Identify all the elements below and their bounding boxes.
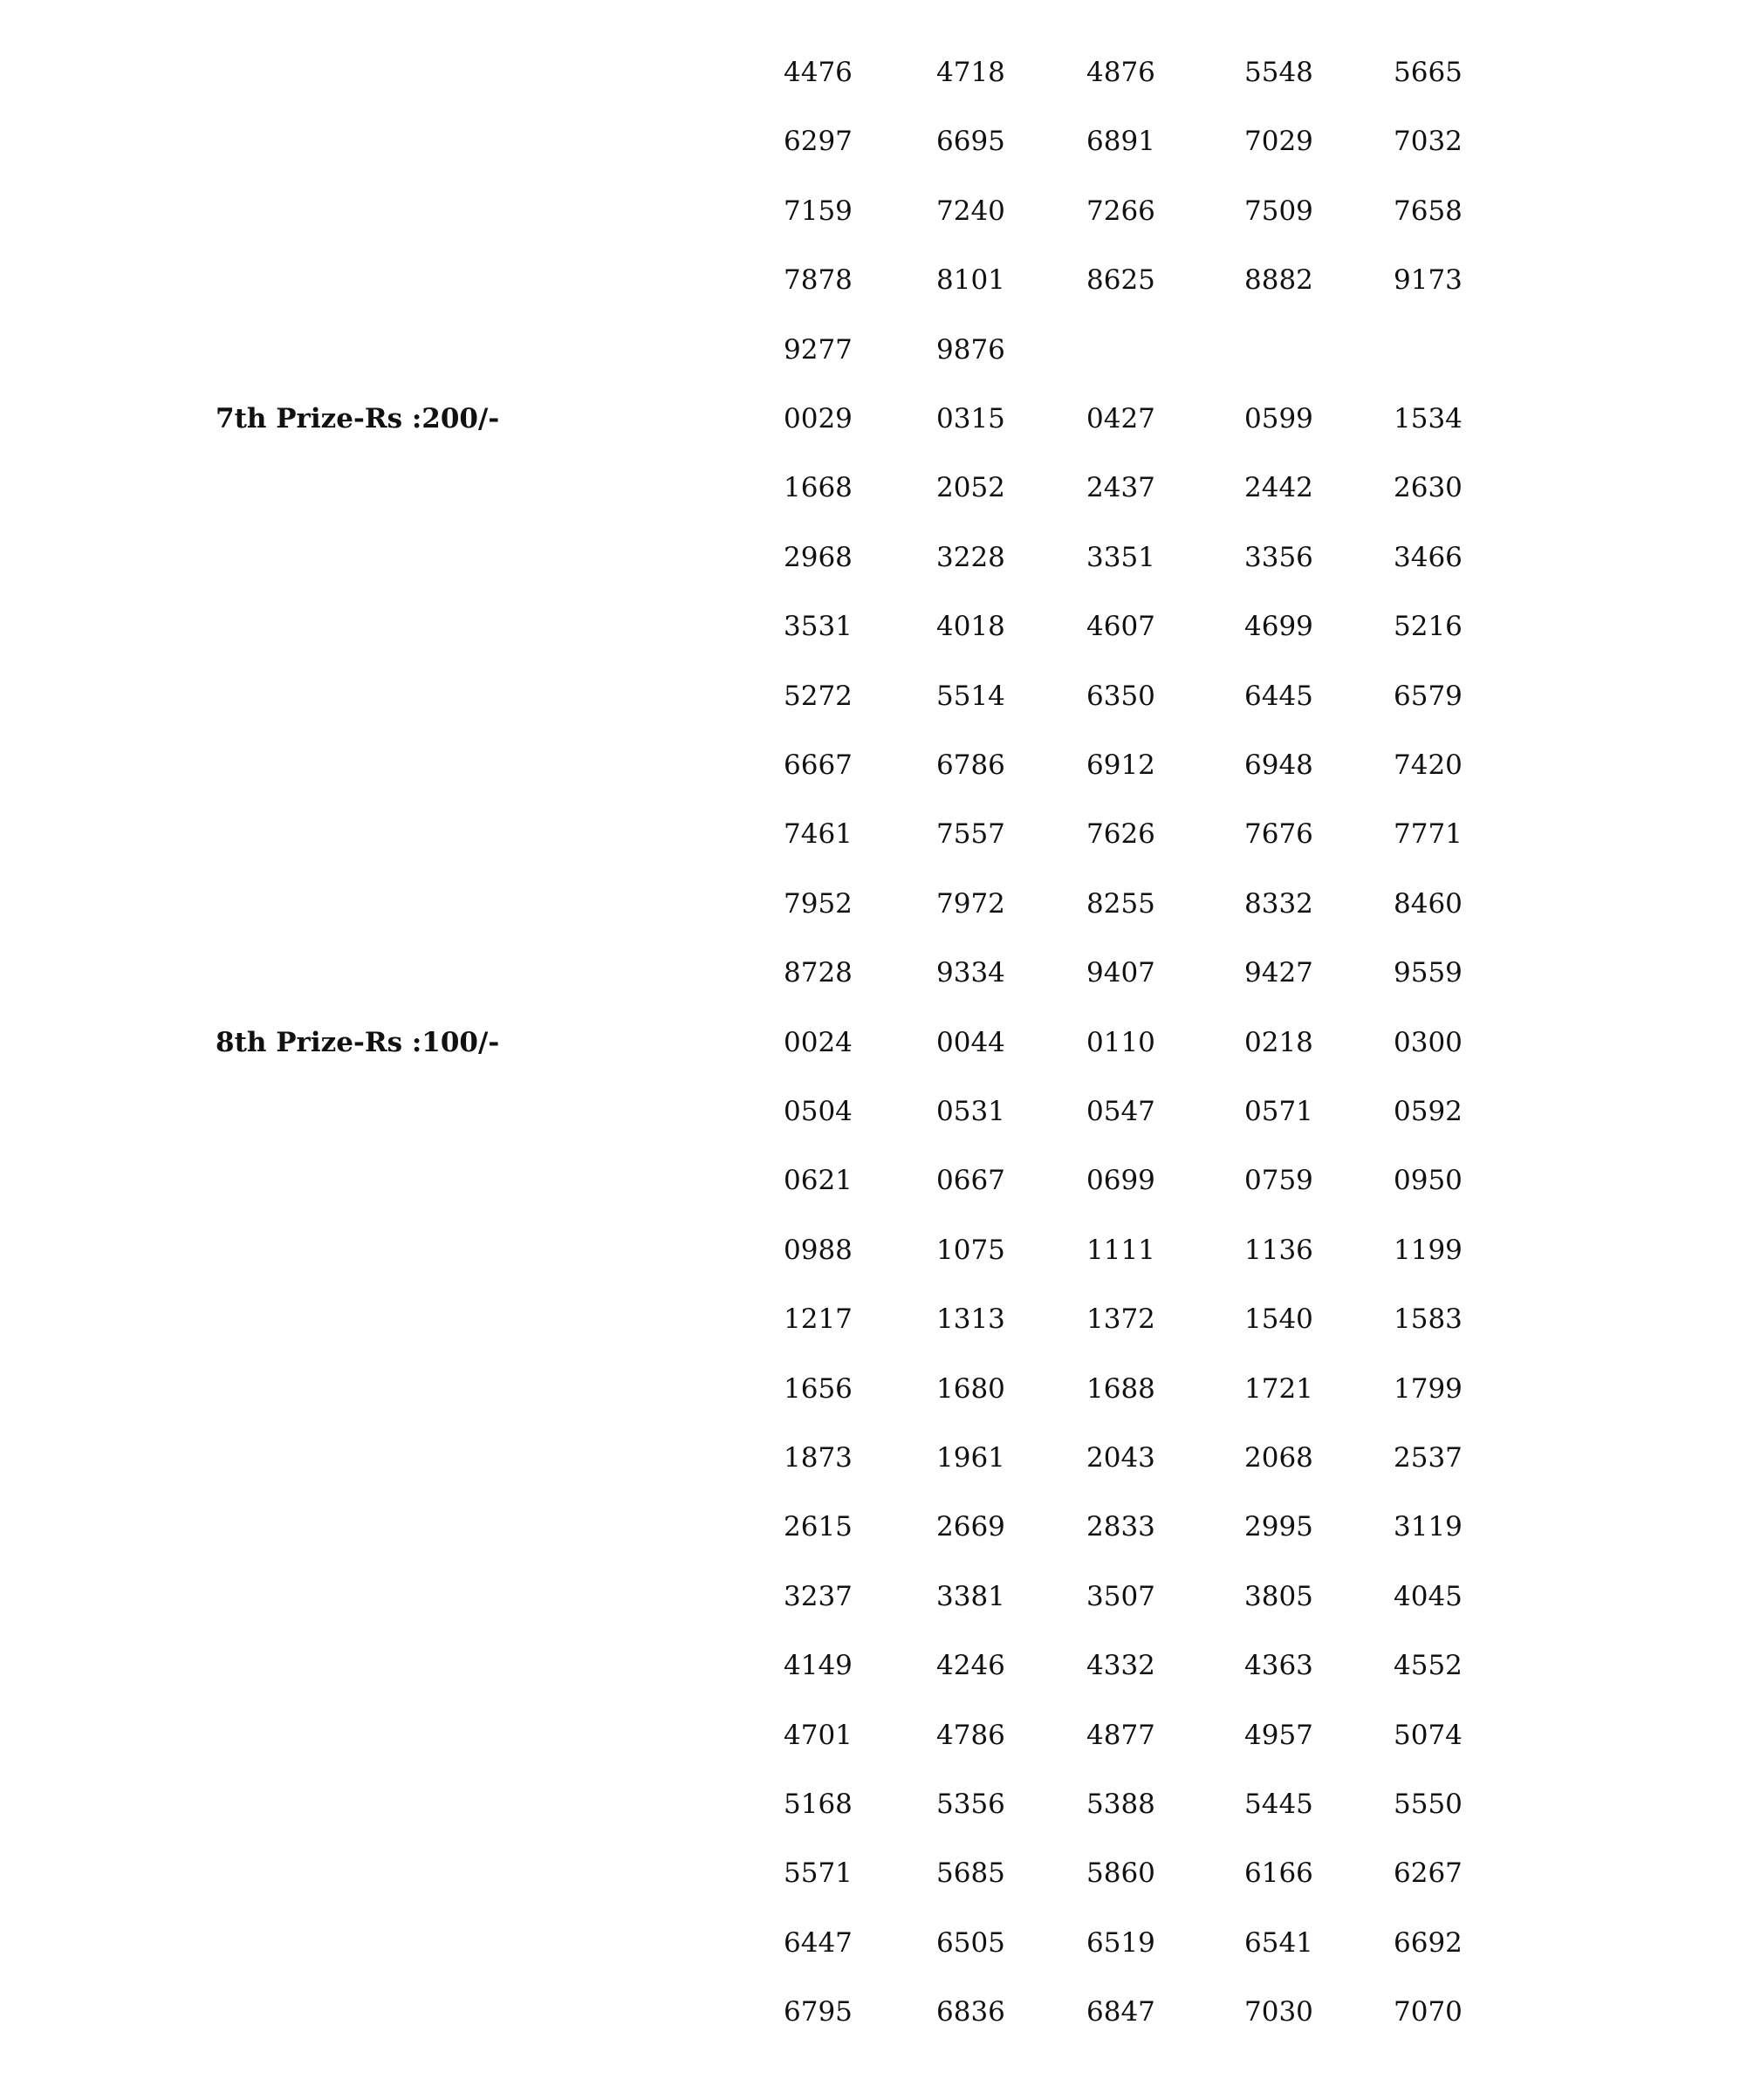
- winning-number: 4957: [1244, 1720, 1313, 1751]
- number-row: [0, 470, 1740, 505]
- winning-number: 4718: [936, 57, 1005, 88]
- winning-number: 7676: [1244, 818, 1313, 850]
- winning-number: 6795: [784, 1996, 853, 2028]
- winning-number: 4877: [1086, 1720, 1155, 1751]
- winning-number: 4332: [1086, 1650, 1155, 1681]
- winning-number: 1217: [784, 1303, 853, 1335]
- winning-number: 3119: [1394, 1511, 1463, 1543]
- winning-number: 0759: [1244, 1165, 1313, 1196]
- number-row: [0, 194, 1740, 229]
- winning-number: 6836: [936, 1996, 1005, 2028]
- winning-number: 9173: [1394, 264, 1463, 296]
- winning-number: 0988: [784, 1235, 853, 1266]
- winning-number: 7266: [1086, 195, 1155, 227]
- winning-number: 1111: [1086, 1235, 1155, 1266]
- number-row: [0, 55, 1740, 90]
- winning-number: 4018: [936, 611, 1005, 642]
- winning-number: 4552: [1394, 1650, 1463, 1681]
- winning-number: 8101: [936, 264, 1005, 296]
- winning-number: 5445: [1244, 1789, 1313, 1820]
- winning-number: 4149: [784, 1650, 853, 1681]
- winning-number: 0592: [1394, 1096, 1463, 1127]
- winning-number: 0218: [1244, 1027, 1313, 1058]
- winning-number: 0699: [1086, 1165, 1155, 1196]
- number-row: [0, 1994, 1740, 2029]
- winning-number: 7240: [936, 195, 1005, 227]
- winning-number: 5388: [1086, 1789, 1155, 1820]
- number-row: [0, 679, 1740, 714]
- winning-number: 9277: [784, 334, 853, 366]
- winning-number: 5665: [1394, 57, 1463, 88]
- winning-number: 4786: [936, 1720, 1005, 1751]
- number-row: [0, 1856, 1740, 1891]
- winning-number: 0621: [784, 1165, 853, 1196]
- number-row: [0, 748, 1740, 783]
- number-row: [0, 817, 1740, 852]
- number-row: [0, 1579, 1740, 1614]
- number-row: [0, 886, 1740, 921]
- winning-number: 0044: [936, 1027, 1005, 1058]
- number-row: [0, 1094, 1740, 1129]
- winning-number: 7032: [1394, 126, 1463, 157]
- winning-number: 6297: [784, 126, 853, 157]
- winning-number: 8255: [1086, 888, 1155, 920]
- winning-number: 3507: [1086, 1581, 1155, 1612]
- winning-number: 3381: [936, 1581, 1005, 1612]
- winning-number: 2995: [1244, 1511, 1313, 1543]
- number-row: [0, 332, 1740, 367]
- winning-number: 9427: [1244, 957, 1313, 988]
- winning-number: 1873: [784, 1442, 853, 1474]
- winning-number: 7771: [1394, 818, 1463, 850]
- number-row: [0, 609, 1740, 644]
- winning-number: 4363: [1244, 1650, 1313, 1681]
- winning-number: 5272: [784, 681, 853, 712]
- winning-number: 7557: [936, 818, 1005, 850]
- winning-number: 4607: [1086, 611, 1155, 642]
- winning-number: 6695: [936, 126, 1005, 157]
- winning-number: 1372: [1086, 1303, 1155, 1335]
- winning-number: 5356: [936, 1789, 1005, 1820]
- winning-number: 2043: [1086, 1442, 1155, 1474]
- winning-number: 2442: [1244, 472, 1313, 503]
- winning-number: 0300: [1394, 1027, 1463, 1058]
- number-row: [0, 263, 1740, 298]
- winning-number: 7952: [784, 888, 853, 920]
- winning-number: 9876: [936, 334, 1005, 366]
- winning-number: 5860: [1086, 1857, 1155, 1889]
- winning-number: 4476: [784, 57, 853, 88]
- winning-number: 6891: [1086, 126, 1155, 157]
- number-row: [0, 1163, 1740, 1198]
- winning-number: 1656: [784, 1373, 853, 1405]
- winning-number: 8728: [784, 957, 853, 988]
- winning-number: 0571: [1244, 1096, 1313, 1127]
- winning-number: 5550: [1394, 1789, 1463, 1820]
- winning-number: 6267: [1394, 1857, 1463, 1889]
- winning-number: 0950: [1394, 1165, 1463, 1196]
- winning-number: 6350: [1086, 681, 1155, 712]
- winning-number: 3531: [784, 611, 853, 642]
- winning-number: 1668: [784, 472, 853, 503]
- winning-number: 6445: [1244, 681, 1313, 712]
- winning-number: 1583: [1394, 1303, 1463, 1335]
- winning-number: 4045: [1394, 1581, 1463, 1612]
- winning-number: 8882: [1244, 264, 1313, 296]
- winning-number: 4876: [1086, 57, 1155, 88]
- winning-number: 5168: [784, 1789, 853, 1820]
- winning-number: 0024: [784, 1027, 853, 1058]
- winning-number: 6579: [1394, 681, 1463, 712]
- winning-number: 1136: [1244, 1235, 1313, 1266]
- winning-number: 1199: [1394, 1235, 1463, 1266]
- winning-number: 7509: [1244, 195, 1313, 227]
- winning-number: 0427: [1086, 403, 1155, 434]
- winning-number: 5571: [784, 1857, 853, 1889]
- winning-number: 7070: [1394, 1996, 1463, 2028]
- winning-number: 2615: [784, 1511, 853, 1543]
- winning-number: 2630: [1394, 472, 1463, 503]
- winning-number: 2968: [784, 542, 853, 573]
- winning-number: 3466: [1394, 542, 1463, 573]
- winning-number: 0531: [936, 1096, 1005, 1127]
- winning-number: 2052: [936, 472, 1005, 503]
- winning-number: 6447: [784, 1927, 853, 1959]
- winning-number: 6912: [1086, 749, 1155, 781]
- winning-number: 6667: [784, 749, 853, 781]
- winning-number: 5548: [1244, 57, 1313, 88]
- winning-number: 6166: [1244, 1857, 1313, 1889]
- number-row: [0, 955, 1740, 990]
- winning-number: 7878: [784, 264, 853, 296]
- winning-number: 7626: [1086, 818, 1155, 850]
- winning-number: 7972: [936, 888, 1005, 920]
- winning-number: 9559: [1394, 957, 1463, 988]
- winning-number: 2068: [1244, 1442, 1313, 1474]
- prize-label: 8th Prize-Rs :100/-: [216, 1027, 500, 1058]
- winning-number: 7420: [1394, 749, 1463, 781]
- winning-number: 0504: [784, 1096, 853, 1127]
- number-row: [0, 1648, 1740, 1683]
- number-row: [0, 540, 1740, 575]
- winning-number: 5514: [936, 681, 1005, 712]
- prize-label: 7th Prize-Rs :200/-: [216, 403, 500, 434]
- winning-number: 7461: [784, 818, 853, 850]
- winning-number: 5216: [1394, 611, 1463, 642]
- winning-number: 8460: [1394, 888, 1463, 920]
- number-row: [0, 1718, 1740, 1753]
- winning-number: 1313: [936, 1303, 1005, 1335]
- number-row: [0, 124, 1740, 159]
- winning-number: 1075: [936, 1235, 1005, 1266]
- winning-number: 7030: [1244, 1996, 1313, 2028]
- winning-number: 1799: [1394, 1373, 1463, 1405]
- winning-number: 9334: [936, 957, 1005, 988]
- winning-number: 0547: [1086, 1096, 1155, 1127]
- number-row: [0, 1440, 1740, 1475]
- winning-number: 2669: [936, 1511, 1005, 1543]
- winning-number: 3228: [936, 542, 1005, 573]
- winning-number: 7658: [1394, 195, 1463, 227]
- number-row: [0, 1926, 1740, 1960]
- winning-number: 0315: [936, 403, 1005, 434]
- winning-number: 0110: [1086, 1027, 1155, 1058]
- winning-number: 0029: [784, 403, 853, 434]
- winning-number: 4699: [1244, 611, 1313, 642]
- winning-number: 2437: [1086, 472, 1155, 503]
- winning-number: 8332: [1244, 888, 1313, 920]
- winning-number: 2833: [1086, 1511, 1155, 1543]
- winning-number: 0667: [936, 1165, 1005, 1196]
- winning-number: 6541: [1244, 1927, 1313, 1959]
- winning-number: 6519: [1086, 1927, 1155, 1959]
- number-row: [0, 1787, 1740, 1822]
- number-row: [0, 1302, 1740, 1337]
- winning-number: 1721: [1244, 1373, 1313, 1405]
- winning-number: 0599: [1244, 403, 1313, 434]
- winning-number: 7029: [1244, 126, 1313, 157]
- winning-number: 6847: [1086, 1996, 1155, 2028]
- winning-number: 5685: [936, 1857, 1005, 1889]
- winning-number: 2537: [1394, 1442, 1463, 1474]
- winning-number: 7159: [784, 195, 853, 227]
- winning-number: 3237: [784, 1581, 853, 1612]
- winning-number: 6692: [1394, 1927, 1463, 1959]
- winning-number: 1540: [1244, 1303, 1313, 1335]
- winning-number: 3805: [1244, 1581, 1313, 1612]
- winning-number: 1534: [1394, 403, 1463, 434]
- winning-number: 9407: [1086, 957, 1155, 988]
- winning-number: 4246: [936, 1650, 1005, 1681]
- winning-number: 3351: [1086, 542, 1155, 573]
- winning-number: 1680: [936, 1373, 1005, 1405]
- number-row: [0, 1025, 1740, 1060]
- winning-number: 5074: [1394, 1720, 1463, 1751]
- winning-number: 3356: [1244, 542, 1313, 573]
- winning-number: 6505: [936, 1927, 1005, 1959]
- winning-number: 1688: [1086, 1373, 1155, 1405]
- number-row: [0, 1233, 1740, 1268]
- number-row: [0, 401, 1740, 436]
- winning-number: 1961: [936, 1442, 1005, 1474]
- winning-number: 6786: [936, 749, 1005, 781]
- winning-number: 4701: [784, 1720, 853, 1751]
- winning-number: 6948: [1244, 749, 1313, 781]
- number-row: [0, 1371, 1740, 1406]
- winning-number: 8625: [1086, 264, 1155, 296]
- number-row: [0, 1509, 1740, 1544]
